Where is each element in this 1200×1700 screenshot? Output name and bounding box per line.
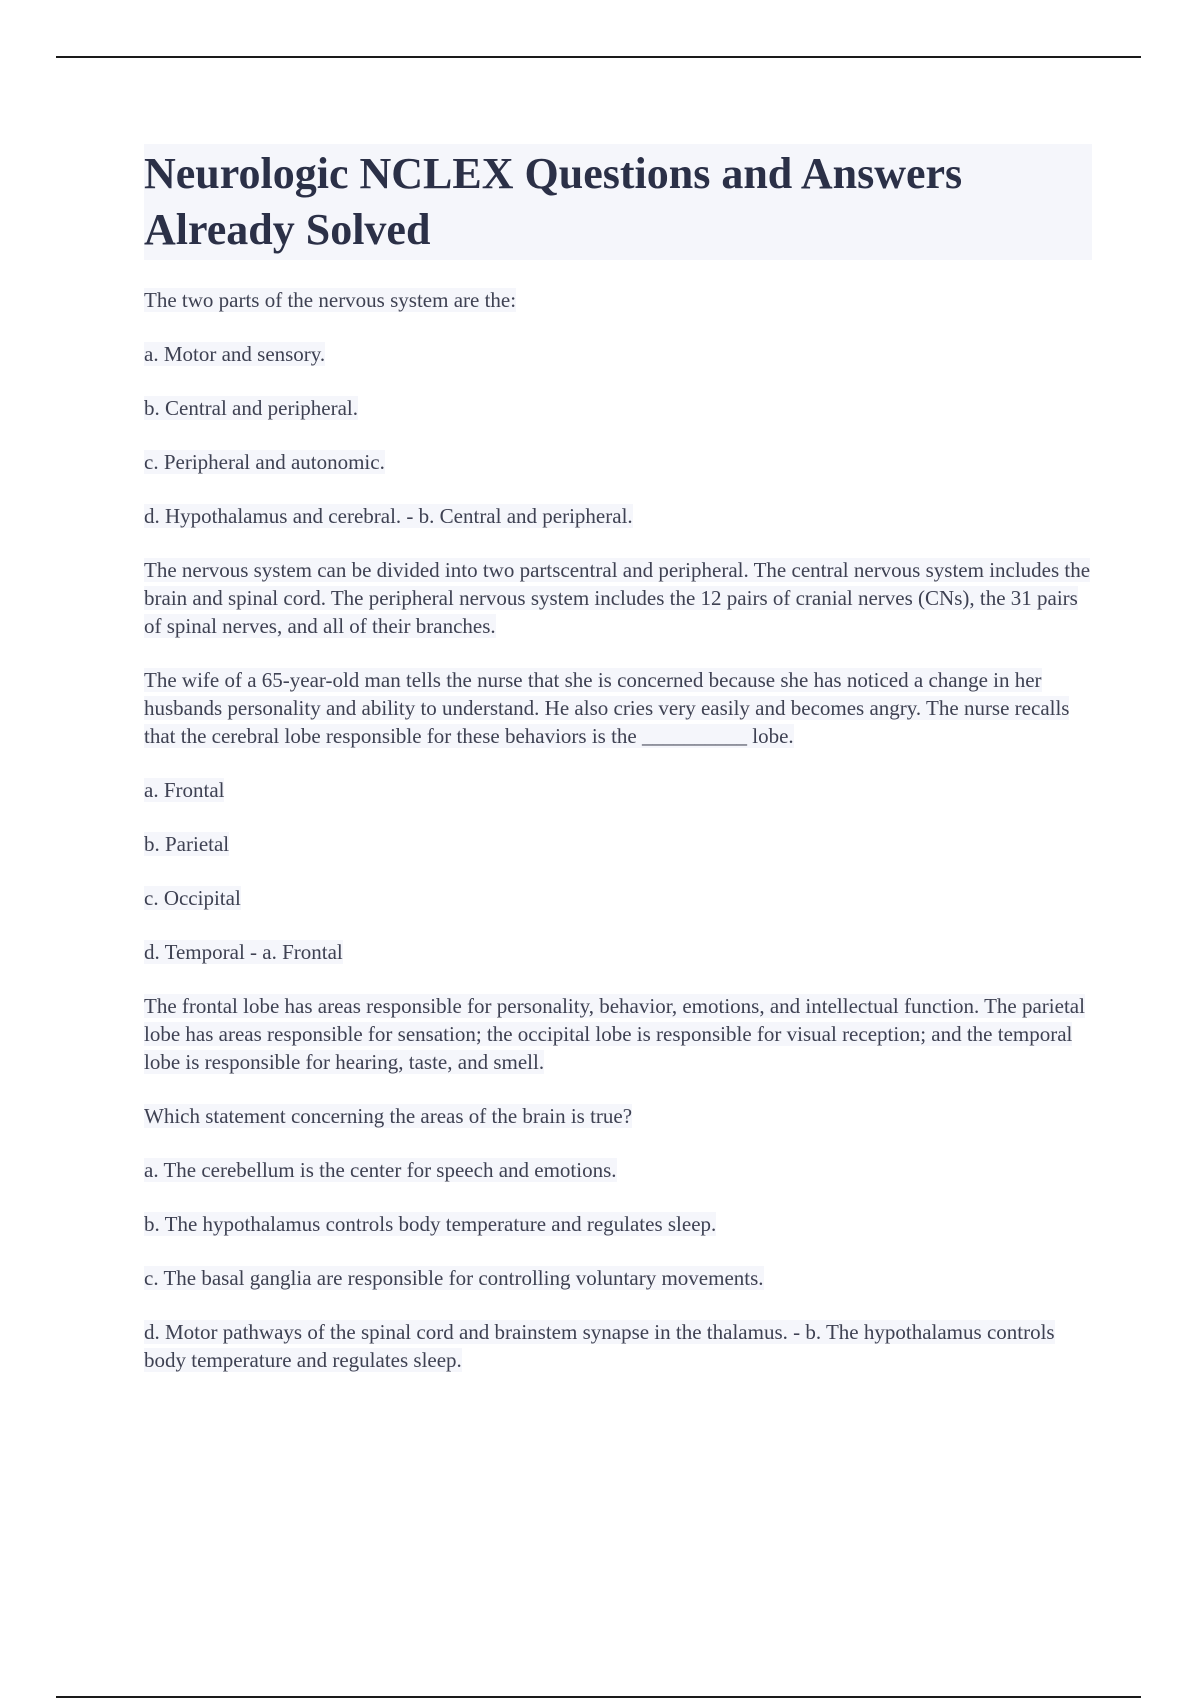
page-title: Neurologic NCLEX Questions and Answers Already Solved (144, 149, 963, 254)
question-3-stem: Which statement concerning the areas of the brain is true? (144, 1104, 633, 1128)
document-body (144, 144, 1094, 1374)
question-2-stem: The wife of a 65-year-old man tells the nurse that she is concerned because she has noticed a change in her husbands personality and ability to understand. He also cries very easily and becomes angry. The nurse recalls that the cerebral lobe responsible for these behaviors is the __________ lobe. (144, 668, 1070, 748)
question-1-rationale: The nervous system can be divided into two partscentral and peripheral. The central nervous system includes the brain and spinal cord. The peripheral nervous system includes the 12 pairs of cranial nerves (CNs), the 31 pairs of spinal nerves, and all of their branches. (144, 558, 1091, 638)
question-2-option-b: b. Parietal (144, 832, 230, 856)
question-2-rationale: The frontal lobe has areas responsible for personality, behavior, emotions, and intellectual function. The parietal lobe has areas responsible for sensation; the occipital lobe is responsible for visual reception; and the temporal lobe is responsible for hearing, taste, and smell. (144, 994, 1085, 1074)
question-1-stem: The two parts of the nervous system are the: (144, 288, 517, 312)
question-1-option-a: a. Motor and sensory. (144, 342, 326, 366)
question-3-option-a: a. The cerebellum is the center for speech and emotions. (144, 1158, 617, 1182)
question-2-option-c: c. Occipital (144, 886, 241, 910)
question-1-option-b: b. Central and peripheral. (144, 396, 358, 420)
question-3-option-d-answer: d. Motor pathways of the spinal cord and brainstem synapse in the thalamus. - b. The hypothalamus controls body temperature and regulates sleep. (144, 1320, 1055, 1372)
question-1-option-d-answer: d. Hypothalamus and cerebral. - b. Central and peripheral. (144, 504, 633, 528)
title-block (144, 144, 1092, 260)
top-divider (56, 56, 1141, 58)
question-3-option-b: b. The hypothalamus controls body temperature and regulates sleep. (144, 1212, 717, 1236)
question-2-option-d-answer: d. Temporal - a. Frontal (144, 940, 343, 964)
question-3-option-c: c. The basal ganglia are responsible for controlling voluntary movements. (144, 1266, 764, 1290)
bottom-divider (56, 1696, 1141, 1698)
question-2-option-a: a. Frontal (144, 778, 225, 802)
question-1-option-c: c. Peripheral and autonomic. (144, 450, 385, 474)
